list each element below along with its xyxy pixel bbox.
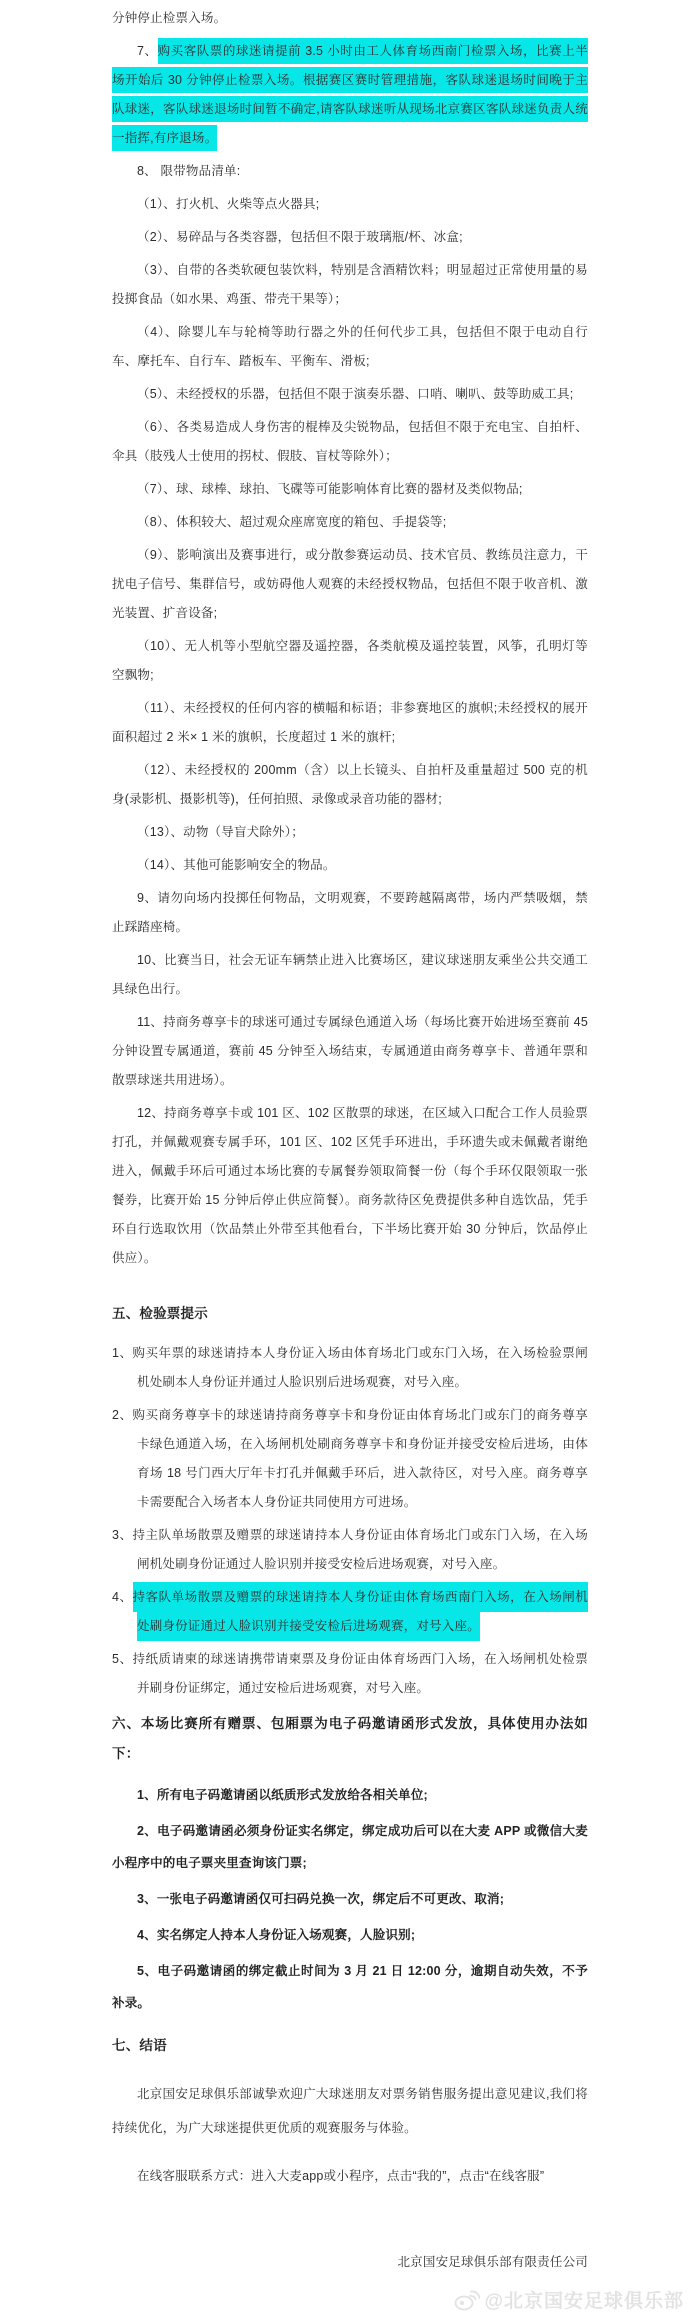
para-10-traffic: 10、比赛当日，社会无证车辆禁止进入比赛场区，建议球迷朋友乘坐公共交通工具绿色出行。 — [112, 953, 588, 996]
restricted-item-7: （7）、球、球棒、球拍、飞碟等可能影响体育比赛的器材及类似物品; — [137, 482, 523, 496]
ticket-check-item-3 — [112, 1521, 588, 1579]
invitation-rule-5: 5、电子码邀请函的绑定截止时间为 3 月 21 日 12:00 分，逾期自动失效，不予补录。 — [112, 1964, 588, 2010]
closing-paragraph: 北京国安足球俱乐部诚挚欢迎广大球迷朋友对票务销售服务提出意见建议,我们将持续优化，为广大球迷提供更优质的观赛服务与体验。 — [112, 2087, 588, 2135]
item-text: 购买商务尊享卡的球迷请持商务尊享卡和身份证由体育场北门或东门的商务尊享卡绿色通道入场，在入场闸机处刷商务尊享卡和身份证并接受安检后进场，由体育场 18 号门西大厅年卡打孔并佩戴手环后，进入款待区，对号入座。商务尊享卡需要配合入场者本人身份证共同使用方可进场。 — [132, 1408, 588, 1509]
section-7-heading: 七、结语 — [112, 2038, 167, 2053]
para-7-away-ticket — [112, 37, 588, 153]
section-5-heading: 五、检验票提示 — [112, 1306, 208, 1321]
restricted-item-14: （14）、其他可能影响安全的物品。 — [137, 858, 336, 872]
para-9-no-throwing: 9、请勿向场内投掷任何物品，文明观赛，不要跨越隔离带，场内严禁吸烟，禁止踩踏座椅。 — [112, 891, 588, 934]
restricted-item-2: （2）、易碎品与各类容器，包括但不限于玻璃瓶/杯、冰盒; — [137, 230, 463, 244]
restricted-item-12: （12）、未经授权的 200mm（含）以上长镜头、自拍杆及重量超过 500 克的机身(录影机、摄影机等)，任何拍照、录像或录音功能的器材; — [112, 763, 588, 806]
ticket-check-item-4-highlighted — [112, 1583, 588, 1641]
company-signature: 北京国安足球俱乐部有限责任公司 — [397, 2255, 588, 2269]
item-text: 持纸质请柬的球迷请携带请柬票及身份证由体育场西门入场，在入场闸机处检票并刷身份证绑定，通过安检后进场观赛，对号入座。 — [132, 1652, 588, 1695]
invitation-rule-4: 4、实名绑定人持本人身份证入场观赛，人脸识别; — [137, 1928, 416, 1942]
restricted-item-11: （11）、未经授权的任何内容的横幅和标语；非参赛地区的旗帜;未经授权的展开面积超过 2 米× 1 米的旗帜，长度超过 1 米的旗杆; — [112, 701, 588, 744]
para-8-restricted-items-title: 8、 限带物品清单: — [137, 164, 241, 178]
ticket-check-item-5 — [112, 1645, 588, 1703]
ticket-check-item-1 — [112, 1339, 588, 1397]
watermark-text: @北京国安足球俱乐部 — [484, 2291, 684, 2312]
item-text: 购买年票的球迷请持本人身份证入场由体育场北门或东门入场，在入场检验票闸机处刷本人身份证并通过人脸识别后进场观赛，对号入座。 — [132, 1346, 588, 1389]
item-number: 4、 — [112, 1590, 133, 1604]
restricted-item-5: （5）、未经授权的乐器，包括但不限于演奏乐器、口哨、喇叭、鼓等助威工具; — [137, 387, 574, 401]
ticket-check-item-2 — [112, 1401, 588, 1517]
invitation-rule-2: 2、电子码邀请函必须身份证实名绑定，绑定成功后可以在大麦 APP 或微信大麦小程序中的电子票夹里查询该门票; — [112, 1824, 588, 1870]
weibo-watermark — [454, 2286, 684, 2313]
weibo-icon — [454, 2289, 480, 2311]
item-text: 持主队单场散票及赠票的球迷请持本人身份证由体育场北门或东门入场，在入场闸机处刷身份证通过人脸识别并接受安检后进场观赛，对号入座。 — [132, 1528, 588, 1571]
para-7-number: 7、 — [137, 44, 158, 58]
item-number: 3、 — [112, 1528, 133, 1542]
section-6-heading: 六、本场比赛所有赠票、包厢票为电子码邀请函形式发放，具体使用办法如下： — [112, 1716, 588, 1761]
item-4-highlighted-text: 持客队单场散票及赠票的球迷请持本人身份证由体育场西南门入场，在入场闸机处刷身份证通过人脸识别并接受安检后进场观赛，对号入座。 — [133, 1582, 588, 1641]
invitation-rule-3: 3、一张电子码邀请函仅可扫码兑换一次，绑定后不可更改、取消; — [137, 1892, 505, 1906]
restricted-item-4: （4）、除婴儿车与轮椅等助行器之外的任何代步工具，包括但不限于电动自行车、摩托车、自行车、踏板车、平衡车、滑板; — [112, 325, 588, 368]
para-7-highlighted-text: 购买客队票的球迷请提前 3.5 小时由工人体育场西南门检票入场，比赛上半场开始后 30 分钟停止检票入场。根据赛区赛时管理措施，客队球迷退场时间晚于主队球迷，客队球迷退场时间暂不确定,请客队球迷听从现场北京赛区客队球迷负责人统一指挥,有序退场。 — [112, 38, 588, 151]
item-number: 2、 — [112, 1408, 133, 1422]
restricted-item-6: （6）、各类易造成人身伤害的棍棒及尖锐物品，包括但不限于充电宝、自拍杆、伞具（肢残人士使用的拐杖、假肢、盲杖等除外）； — [112, 420, 588, 463]
item-number: 5、 — [112, 1652, 133, 1666]
restricted-item-8: （8）、体积较大、超过观众座席宽度的箱包、手提袋等; — [137, 515, 447, 529]
item-number: 1、 — [112, 1346, 133, 1360]
restricted-item-9: （9）、影响演出及赛事进行，或分散参赛运动员、技术官员、教练员注意力，干扰电子信号、集群信号，或妨碍他人观赛的未经授权物品，包括但不限于收音机、激光装置、扩音设备; — [112, 548, 588, 620]
restricted-item-13: （13）、动物（导盲犬除外）； — [137, 825, 304, 839]
para-12-wristband: 12、持商务尊享卡或 101 区、102 区散票的球迷，在区域入口配合工作人员验票打孔，并佩戴观赛专属手环，101 区、102 区凭手环进出，手环遗失或未佩戴者谢绝进入，佩戴手环后可通过本场比赛的专属餐券领取简餐一份（每个手环仅限领取一张餐券，比赛开始 15 分钟后停止供应简餐）。商务款待区免费提供多种自选饮品，凭手环自行选取饮用（饮品禁止外带至其他看台，下半场比赛开始 30 分钟后，饮品停止供应）。 — [112, 1106, 588, 1265]
notice-document — [112, 4, 588, 2283]
restricted-item-1: （1）、打火机、火柴等点火器具; — [137, 197, 320, 211]
para-11-vip-channel: 11、持商务尊享卡的球迷可通过专属绿色通道入场（每场比赛开始进场至赛前 45 分钟设置专属通道，赛前 45 分钟至入场结束，专属通道由商务尊享卡、普通年票和散票球迷共用进场）。 — [112, 1015, 588, 1087]
restricted-item-3: （3）、自带的各类软硬包装饮料，特别是含酒精饮料；明显超过正常使用量的易投掷食品（如水果、鸡蛋、带壳干果等）； — [112, 263, 588, 306]
intro-line: 分钟停止检票入场。 — [112, 11, 227, 25]
invitation-rule-1: 1、所有电子码邀请函以纸质形式发放给各相关单位; — [137, 1788, 428, 1802]
online-service-contact: 在线客服联系方式：进入大麦app或小程序，点击“我的”，点击“在线客服” — [137, 2169, 545, 2183]
restricted-item-10: （10）、无人机等小型航空器及遥控器，各类航模及遥控装置，风筝，孔明灯等空飘物; — [112, 639, 588, 682]
